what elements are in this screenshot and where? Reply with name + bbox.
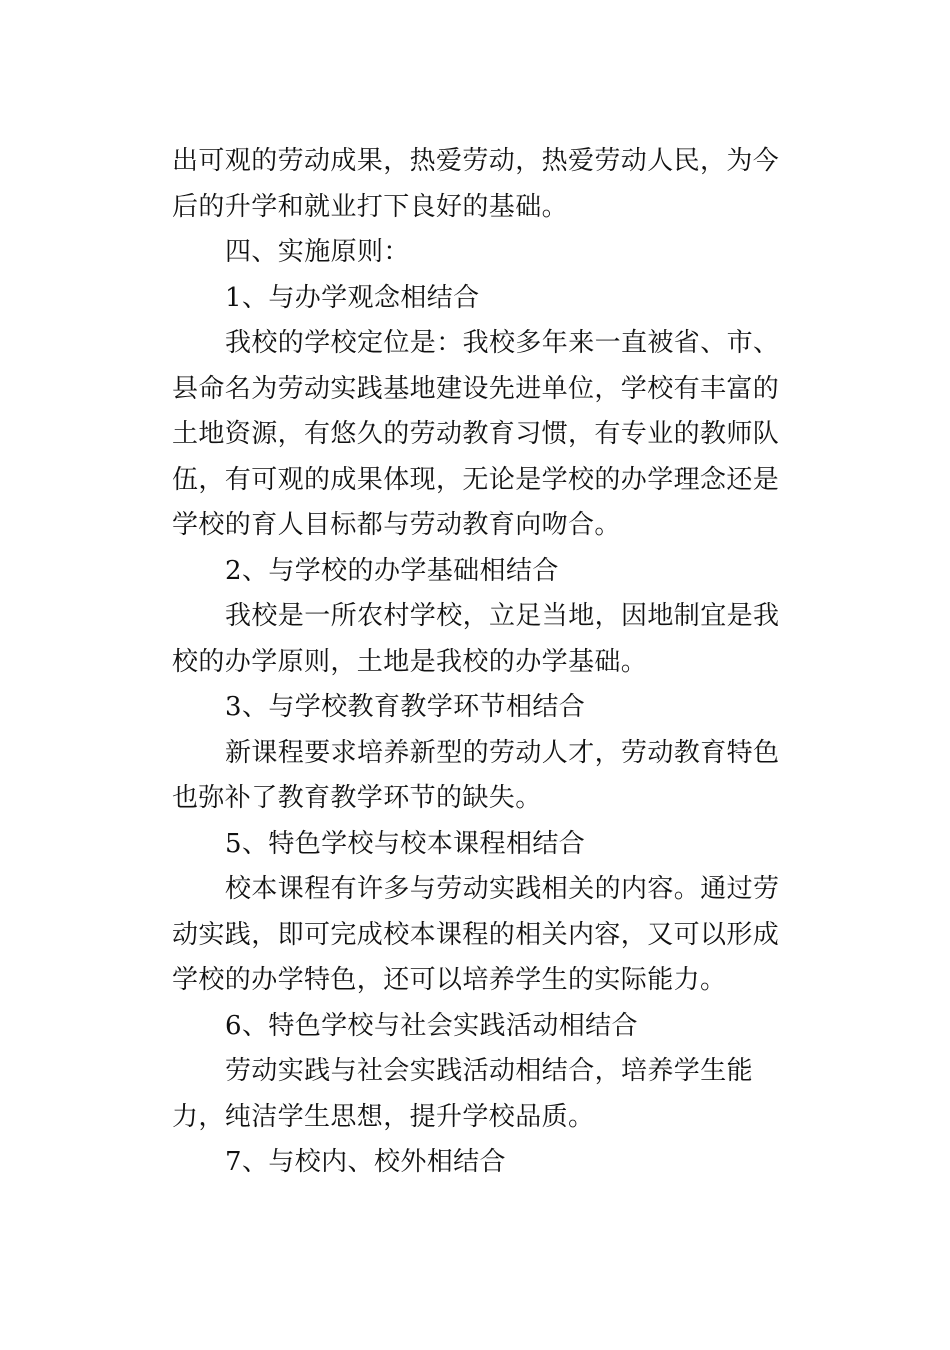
subsection-heading: 6、特色学校与社会实践活动相结合	[225, 1010, 638, 1041]
subsection-heading: 5、特色学校与校本课程相结合	[225, 828, 586, 859]
text-line: 动实践，即可完成校本课程的相关内容，又可以形成	[172, 919, 780, 950]
text-line: 学校的育人目标都与劳动教育向吻合。	[172, 510, 621, 540]
text-line: 力，纯洁学生思想，提升学校品质。	[172, 1101, 595, 1132]
text-line: 伍，有可观的成果体现，无论是学校的办学理念还是	[172, 464, 780, 495]
subsection-heading: 3、与学校教育教学环节相结合	[225, 692, 586, 722]
subsection-heading: 1、与办学观念相结合	[225, 282, 480, 313]
text-line: 新课程要求培养新型的劳动人才，劳动教育特色	[225, 737, 780, 768]
subsection-heading: 2、与学校的办学基础相结合	[225, 555, 559, 586]
text-line: 县命名为劳动实践基地建设先进单位，学校有丰富的	[172, 373, 780, 404]
text-line: 出可观的劳动成果，热爱劳动，热爱劳动人民，为今	[172, 146, 780, 176]
text-line: 我校是一所农村学校，立足当地，因地制宜是我	[225, 601, 780, 631]
document-body	[172, 139, 784, 1186]
text-line: 后的升学和就业打下良好的基础。	[172, 191, 569, 222]
subsection-heading: 7、与校内、校外相结合	[225, 1147, 506, 1177]
text-line: 我校的学校定位是：我校多年来一直被省、市、	[225, 328, 780, 358]
text-line: 学校的办学特色，还可以培养学生的实际能力。	[172, 965, 727, 995]
text-line: 校的办学原则，土地是我校的办学基础。	[172, 646, 648, 677]
text-line: 土地资源，有悠久的劳动教育习惯，有专业的教师队	[172, 419, 780, 449]
text-line: 校本课程有许多与劳动实践相关的内容。通过劳	[225, 874, 780, 904]
text-line: 劳动实践与社会实践活动相结合，培养学生能	[225, 1056, 754, 1086]
section-heading: 四、实施原则：	[225, 237, 410, 267]
text-line: 也弥补了教育教学环节的缺失。	[172, 783, 542, 813]
